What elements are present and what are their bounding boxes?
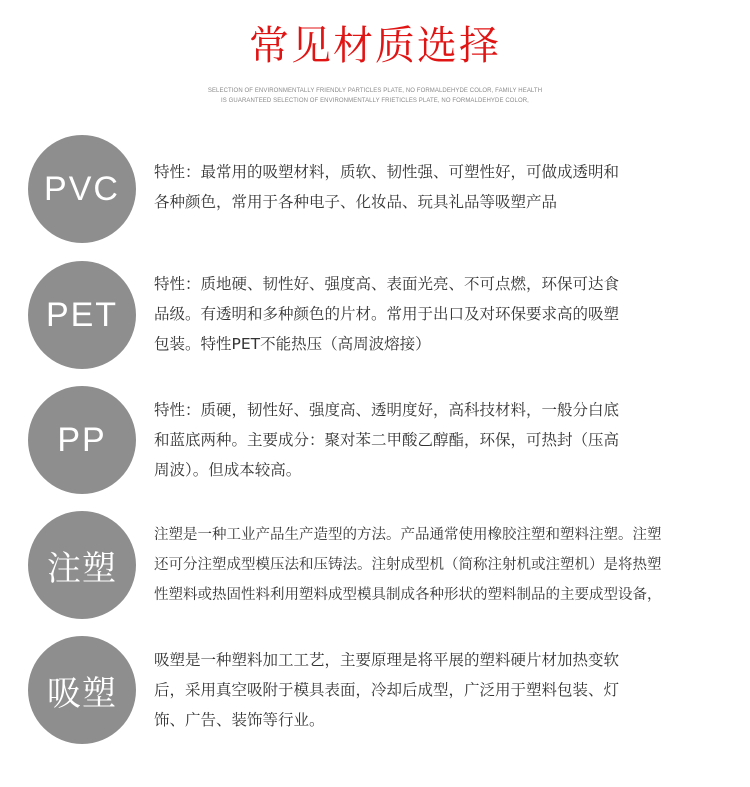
material-badge-pp: PP <box>28 386 136 494</box>
material-badge-injection: 注塑 <box>28 511 136 619</box>
material-description-vacuum-forming <box>154 645 714 735</box>
description-line: 饰、广告、装饰等行业。 <box>154 711 325 729</box>
description-line: 周波）。但成本较高。 <box>154 461 302 479</box>
description-line: 还可分注塑成型模压法和压铸法。注射成型机（简称注射机或注塑机）是将热塑 <box>154 557 662 573</box>
description-line: 特性：最常用的吸塑材料，质软、韧性强、可塑性好，可做成透明和 <box>154 163 620 181</box>
description-line: 特性：质硬，韧性好、强度高、透明度好，高科技材料，一般分白底 <box>154 401 620 419</box>
page-title: 常见材质选择 <box>249 23 501 69</box>
description-line: 品级。有透明和多种颜色的片材。常用于出口及对环保要求高的吸塑 <box>154 305 620 323</box>
description-line: 注塑是一种工业产品生产造型的方法。产品通常使用橡胶注塑和塑料注塑。注塑 <box>154 527 662 543</box>
subtitle-line-2: IS GUARANTEED SELECTION OF ENVIRONMENTALLY FRIETICLES PLATE, NO FORMALDEHYDE COLOR, <box>221 98 529 104</box>
description-line: 性塑料或热固性料利用塑料成型模具制成各种形状的塑料制品的主要成型设备， <box>154 587 662 603</box>
material-badge-pet: PET <box>28 261 136 369</box>
material-description-pvc <box>154 157 714 217</box>
material-badge-vacuum-forming: 吸塑 <box>28 636 136 744</box>
material-description-injection <box>154 520 714 610</box>
page-subtitle <box>0 86 750 106</box>
description-line: 后，采用真空吸附于模具表面，冷却后成型，广泛用于塑料包装、灯 <box>154 681 620 699</box>
material-badge-pvc: PVC <box>28 135 136 243</box>
subtitle-line-1: SELECTION OF ENVIRONMENTALLY FRIENDLY PARTICLES PLATE, NO FORMALDEHYDE COLOR, FAMILY HEALTH <box>207 88 543 94</box>
material-description-pet <box>154 269 714 359</box>
material-description-pp <box>154 395 714 485</box>
description-line: 特性：质地硬、韧性好、强度高、表面光亮、不可点燃，环保可达食 <box>154 275 620 293</box>
description-line: 包装。特性PET不能热压（高周波熔接） <box>154 335 431 353</box>
description-line: 各种颜色，常用于各种电子、化妆品、玩具礼品等吸塑产品 <box>154 193 558 211</box>
description-line: 和蓝底两种。主要成分：聚对苯二甲酸乙醇酯，环保，可热封（压高 <box>154 431 620 449</box>
description-line: 吸塑是一种塑料加工工艺，主要原理是将平展的塑料硬片材加热变软 <box>154 651 620 669</box>
